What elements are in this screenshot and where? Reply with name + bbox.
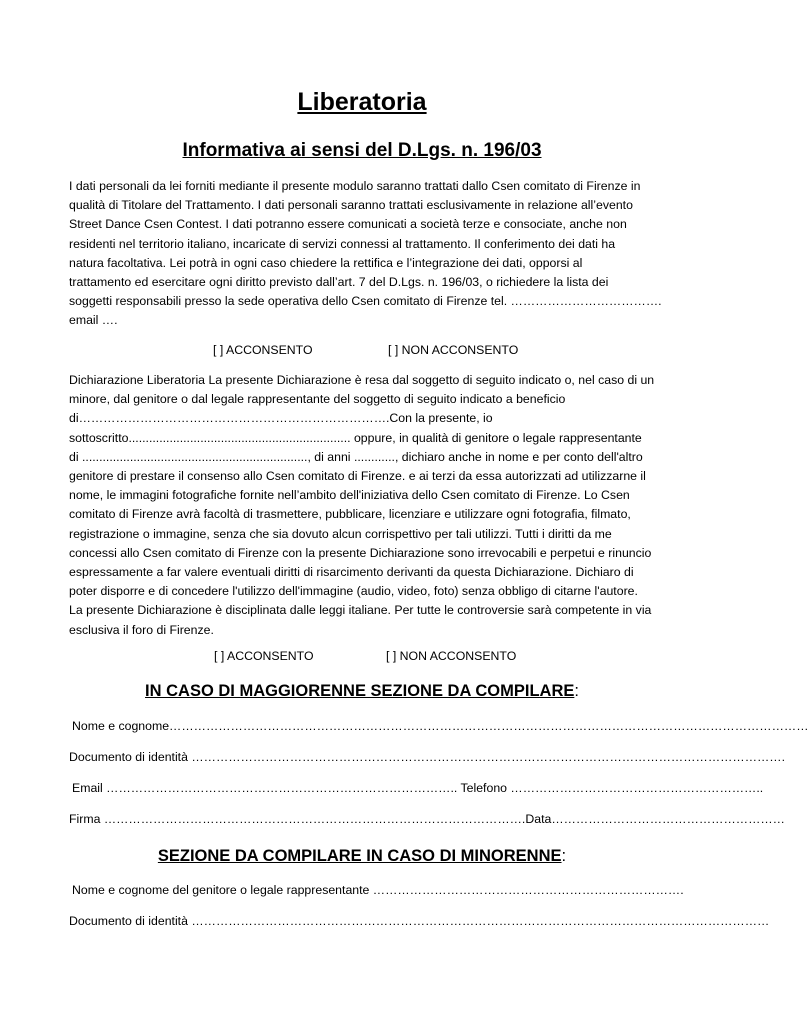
informativa-line: soggetti responsabili presso la sede operativa dello Csen comitato di Firenze tel. ……………………………….	[69, 294, 662, 309]
minorenne-heading-colon: :	[561, 847, 567, 865]
minorenne-heading	[0, 845, 724, 867]
maggiorenne-email-telefono-field[interactable]: Email ………………………………………………………………………….. Telefono ……………………………………………………..	[72, 781, 764, 795]
consent-yes-checkbox-1[interactable]: [ ] ACCONSENTO	[213, 343, 313, 357]
minorenne-documento-field[interactable]: Documento di identità ……………………………………………………………………………………………………………………………	[69, 914, 770, 928]
maggiorenne-heading-text: IN CASO DI MAGGIORENNE SEZIONE DA COMPILARE	[145, 682, 575, 700]
dichiarazione-line: di………………………………………………………………….Con la presente, io	[69, 411, 493, 426]
maggiorenne-firma-data-field[interactable]: Firma ………………………………………………………………………………………….Data…………………………………………………	[69, 812, 785, 826]
maggiorenne-heading-colon: :	[574, 682, 579, 700]
maggiorenne-heading	[0, 680, 724, 702]
informativa-line: Street Dance Csen Contest. I dati potranno essere comunicati a società terze e consociate, anche non	[69, 217, 627, 232]
minorenne-heading-text: SEZIONE DA COMPILARE IN CASO DI MINORENNE	[157, 847, 562, 865]
maggiorenne-documento-field[interactable]: Documento di identità ……………………………………………………………………………………………………………………………….	[69, 750, 786, 764]
dichiarazione-line: esclusiva il foro di Firenze.	[69, 622, 214, 637]
informativa-line: trattamento ed esercitare ogni diritto previsto dall’art. 7 del D.Lgs. n. 196/03, o richiedere la lista dei	[69, 275, 609, 290]
consent-no-checkbox-1[interactable]: [ ] NON ACCONSENTO	[388, 343, 519, 357]
dichiarazione-line: di .................................................................., di anni ............, dichiaro anche in nome e per conto dell'altro	[69, 449, 643, 464]
dichiarazione-line: registrazione o immagine, senza che sia dovuto alcun corrispettivo per tali utilizzi. Tutti i diritti da me	[69, 526, 612, 541]
dichiarazione-line: nome, le immagini fotografiche fornite nell’ambito dell'iniziativa dello Csen comitato di Firenze. Lo Csen	[69, 488, 630, 503]
dichiarazione-line: genitore di prestare il consenso allo Csen comitato di Firenze. e ai terzi da essa autorizzati ad utilizzarne il	[69, 469, 646, 484]
dichiarazione-line: Dichiarazione Liberatoria La presente Dichiarazione è resa dal soggetto di seguito indicato o, nel caso di un	[69, 373, 655, 387]
consent-no-checkbox-2[interactable]: [ ] NON ACCONSENTO	[386, 649, 517, 663]
dichiarazione-line: La presente Dichiarazione è disciplinata dalle leggi italiane. Per tutte le controversie sarà competente in via	[69, 603, 652, 618]
maggiorenne-nome-field[interactable]: Nome e cognome…………………………………………………………………………………………………………………………………………	[72, 719, 809, 733]
informativa-paragraph	[69, 177, 662, 331]
dichiarazione-line: espressamente a far valere eventuali diritti di risarcimento derivanti da questa Dichiarazione. Dichiaro di	[69, 565, 634, 580]
informativa-line: qualità di Titolare del Trattamento. I dati personali saranno trattati esclusivamente in relazione all’evento	[69, 198, 633, 213]
dichiarazione-line: comitato di Firenze avrà facoltà di trasmettere, pubblicare, licenziare e utilizzare ogni fotografia, filmato,	[69, 507, 631, 522]
dichiarazione-line: poter disporre e di concedere l'utilizzo dell'immagine (audio, video, foto) senza obbligo di citarne l'autore.	[69, 584, 638, 599]
page-title: Liberatoria	[297, 88, 427, 116]
dichiarazione-line: sottoscritto................................................................. oppure, in qualità di genitore o legale rappresentante	[69, 430, 642, 445]
dichiarazione-line: concessi allo Csen comitato di Firenze con la presente Dichiarazione sono irrevocabili e perpetui e rinuncio	[69, 545, 652, 560]
informativa-line: residenti nel territorio italiano, incaricate di servizi connessi al trattamento. Il conferimento dei dati ha	[69, 236, 616, 251]
consent-yes-checkbox-2[interactable]: [ ] ACCONSENTO	[214, 649, 314, 663]
informativa-line: natura facoltativa. Lei potrà in ogni caso chiedere la rettifica e l’integrazione dei dati, opporsi al	[69, 255, 583, 270]
minorenne-nome-genitore-field[interactable]: Nome e cognome del genitore o legale rappresentante ………………………………………………………………….	[72, 883, 684, 897]
dichiarazione-paragraph	[69, 371, 659, 640]
dichiarazione-line: minore, dal genitore o dal legale rappresentante del soggetto di seguito indicato a beneficio	[69, 392, 566, 407]
informativa-line: I dati personali da lei forniti mediante il presente modulo saranno trattati dallo Csen comitato di Firenze in	[69, 179, 641, 193]
informativa-line: email ….	[69, 313, 118, 328]
page-subtitle: Informativa ai sensi del D.Lgs. n. 196/03	[182, 140, 542, 161]
